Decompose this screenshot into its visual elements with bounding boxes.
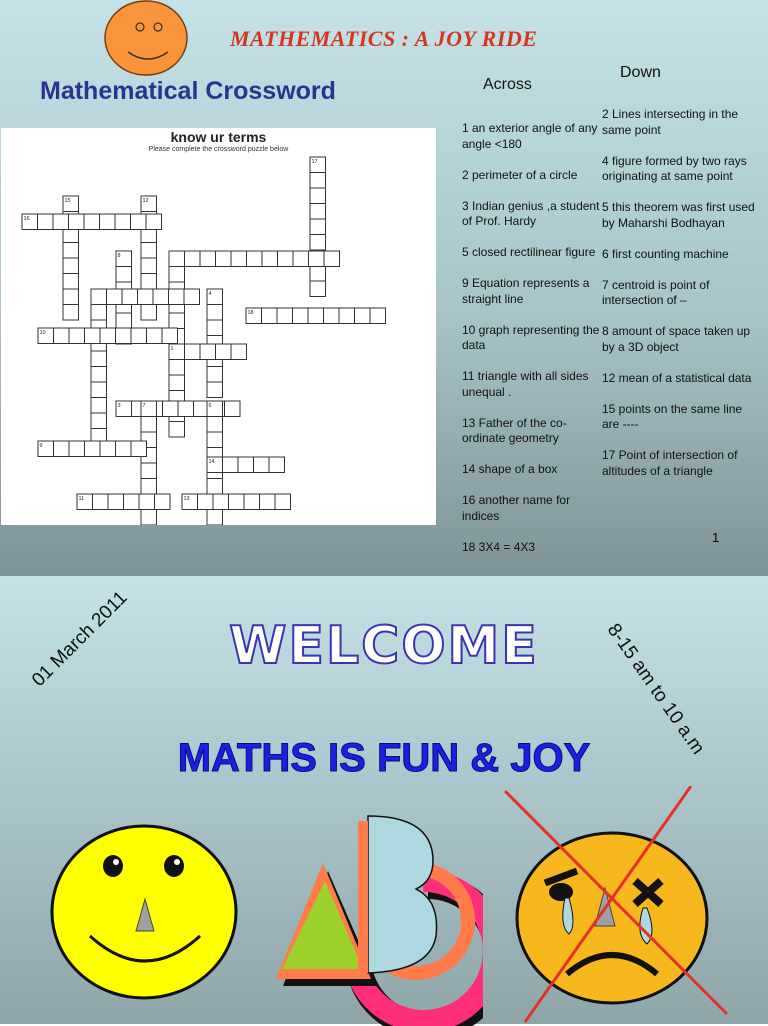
crossword-cell[interactable] [69,441,85,457]
welcome-heading: WELCOME [229,616,539,676]
crossword-cell[interactable] [238,457,254,473]
crossword-cell[interactable] [162,328,178,344]
across-clue: 10 graph representing the data [462,322,600,352]
crossword-cell[interactable] [223,457,239,473]
crossword-cell[interactable] [278,251,294,267]
across-clue-list [462,121,600,571]
crossword-cell[interactable] [124,494,140,510]
across-clue: 14 shape of a box [462,462,558,476]
down-clue: 17 Point of intersection of altitudes of a triangle [602,448,738,478]
cell-number: 12 [142,198,149,204]
crossword-cell[interactable] [309,251,325,267]
cell-number: 6 [208,403,212,409]
crossword-cell[interactable] [207,320,223,336]
crossword-cell[interactable] [229,494,245,510]
down-clue: 6 first counting machine [602,246,729,261]
crossword-cell[interactable] [169,251,185,267]
down-clue: 12 mean of a statistical data [602,370,752,385]
crossword-cell[interactable] [207,382,223,398]
crossword-cell[interactable] [141,305,157,321]
crossword-cell[interactable] [91,367,107,383]
puzzle-instruction: Please complete the crossword puzzle below [148,146,289,153]
across-clue: 13 Father of the co-ordinate geometry [462,415,567,445]
welcome-slide [0,576,768,1024]
crossword-cell[interactable] [91,305,107,321]
crossword-cell[interactable] [131,214,147,230]
crossword-cell[interactable] [262,251,278,267]
crossword-cell[interactable] [141,510,157,526]
down-heading: Down [620,64,661,81]
across-clue: 11 triangle with all sides unequal . [462,369,589,399]
cell-number: 13 [183,496,190,502]
crossword-cell[interactable] [185,344,201,360]
across-clue: 1 an exterior angle of any angle <180 [462,121,598,151]
cell-number: 9 [39,443,43,449]
crossword-cell[interactable] [262,308,278,324]
subtitle-banner: MATHEMATICS : A JOY RIDE [230,26,538,51]
crossword-cell[interactable] [339,308,355,324]
crossword-cell[interactable] [100,328,116,344]
crossword-cell[interactable] [141,243,157,259]
crossword-cell[interactable] [207,417,223,433]
crossword-cell[interactable] [63,274,79,290]
crossword-cell[interactable] [310,219,326,235]
cell-number: 1 [170,346,174,352]
crossword-cell[interactable] [91,413,107,429]
crossword-cell[interactable] [54,328,70,344]
crossword-cell[interactable] [85,441,101,457]
crossword-cell[interactable] [169,422,185,438]
crossword-cell[interactable] [213,494,229,510]
crossword-cell[interactable] [91,289,107,305]
crossword-cell[interactable] [169,313,185,329]
crossword-cell[interactable] [108,494,124,510]
crossword-cell[interactable] [260,494,276,510]
crossword-cell[interactable] [146,214,162,230]
crossword-cell[interactable] [200,344,216,360]
crossword-cell[interactable] [225,401,241,417]
crossword-cell[interactable] [216,344,232,360]
crossword-cell[interactable] [269,457,285,473]
across-clue: 2 perimeter of a circle [462,167,578,182]
abc-shapes-logo [268,811,483,1026]
across-clue: 9 Equation represents a straight line [462,276,590,306]
cell-number: 3 [117,403,121,409]
crossword-cell[interactable] [116,328,132,344]
crossword-cell[interactable] [91,351,107,367]
crossword-panel [1,128,436,525]
crossword-cell[interactable] [107,289,123,305]
crossword-cell[interactable] [244,494,260,510]
crossword-cell[interactable] [277,308,293,324]
crossword-cell[interactable] [231,251,247,267]
crossword-cell[interactable] [216,251,232,267]
across-clue: 18 3X4 = 4X3 [462,539,536,554]
crossword-cell[interactable] [38,214,54,230]
across-clue: 16 another name for indices [462,493,571,523]
crossword-cell[interactable] [116,267,132,283]
crossword-cell[interactable] [63,305,79,321]
crossword-cell[interactable] [370,308,386,324]
crossword-cell[interactable] [324,308,340,324]
crossword-cell[interactable] [198,494,214,510]
crossword-cell[interactable] [207,305,223,321]
crossword-cell[interactable] [178,401,194,417]
crossword-cell[interactable] [207,510,223,526]
down-clue: 8 amount of space taken up by a 3D object [602,324,751,354]
crossword-cell[interactable] [147,328,163,344]
crossword-cell[interactable] [141,463,157,479]
down-clue: 7 centroid is point of intersection of – [602,277,710,307]
crossword-cell[interactable] [169,360,185,376]
crossword-cell[interactable] [310,173,326,189]
crossword-cell[interactable] [141,417,157,433]
crossword-cell[interactable] [139,494,155,510]
crossword-cell[interactable] [63,243,79,259]
crossword-cell[interactable] [131,328,147,344]
tagline: MATHS IS FUN & JOY [177,736,591,780]
cell-number: 18 [247,310,254,316]
cell-number: 16 [23,216,30,222]
crossword-cell[interactable] [63,258,79,274]
crossword-cell[interactable] [310,266,326,282]
crossword-cell[interactable] [122,289,138,305]
cell-number: 8 [117,253,121,259]
crossword-cell[interactable] [138,289,154,305]
crossword-cell[interactable] [207,367,223,383]
crossword-cell[interactable] [69,214,85,230]
date-label: 01 March 2011 [28,587,132,691]
across-heading: Across [483,76,532,93]
crossword-cell[interactable] [54,441,70,457]
down-clue-list [602,107,762,495]
crossword-cell[interactable] [169,375,185,391]
cell-number: 11 [78,496,85,502]
down-clue: 2 Lines intersecting in the same point [602,107,739,137]
down-clue: 4 figure formed by two rays originating at same point [602,153,747,183]
crossword-cell[interactable] [254,457,270,473]
crossword-cell[interactable] [84,214,100,230]
crossword-grid[interactable] [1,128,436,525]
crossword-cell[interactable] [185,251,201,267]
crossword-cell[interactable] [153,289,169,305]
crossword-cell[interactable] [53,214,69,230]
cell-number: 4 [208,291,212,297]
crossword-cell[interactable] [163,401,179,417]
puzzle-heading: know ur terms [170,129,267,145]
crossword-cell[interactable] [355,308,371,324]
crossword-cell[interactable] [141,258,157,274]
cell-number: 15 [64,198,71,204]
crossword-cell[interactable] [91,382,107,398]
crossword-cell[interactable] [207,479,223,495]
yellow-smiley-icon [50,824,240,1004]
page-number: 1 [712,530,720,545]
sad-face-icon [495,786,735,1026]
crossword-cell[interactable] [247,251,263,267]
across-clue: 3 Indian genius ,a student of Prof. Hardy [462,198,600,228]
crossword-cell[interactable] [115,214,131,230]
crossword-cell[interactable] [85,328,101,344]
crossword-cell[interactable] [310,281,326,297]
crossword-cell[interactable] [116,313,132,329]
time-label: 8-15 am to 10 a.m [602,620,709,759]
crossword-cell[interactable] [293,308,309,324]
crossword-cell[interactable] [310,204,326,220]
down-clue: 5 this theorem was first used by Maharshi Bodhayan [602,200,755,230]
crossword-cell[interactable] [93,494,109,510]
cell-number: 17 [311,159,318,165]
crossword-cell[interactable] [324,251,340,267]
crossword-cell[interactable] [275,494,291,510]
crossword-cell[interactable] [116,441,132,457]
crossword-cell[interactable] [131,441,147,457]
crossword-cell[interactable] [91,398,107,414]
crossword-cell[interactable] [231,344,247,360]
across-clue: 5 closed rectilinear figure [462,245,596,259]
page-title: Mathematical Crossword [40,77,336,105]
crossword-cell[interactable] [100,441,116,457]
crossword-cell[interactable] [184,289,200,305]
crossword-cell[interactable] [200,251,216,267]
cell-number: 10 [39,330,46,336]
crossword-cell[interactable] [63,289,79,305]
crossword-cell[interactable] [141,479,157,495]
down-clue: 15 points on the same line are ---- [602,401,743,431]
crossword-cell[interactable] [169,267,185,283]
cell-number: 7 [142,403,146,409]
crossword-cell[interactable] [207,432,223,448]
cell-number: 14 [208,459,215,465]
crossword-cell[interactable] [293,251,309,267]
crossword-cell[interactable] [310,235,326,251]
crossword-cell[interactable] [155,494,171,510]
crossword-cell[interactable] [69,328,85,344]
crossword-cell[interactable] [169,289,185,305]
orange-smiley-icon [103,0,189,78]
crossword-cell[interactable] [308,308,324,324]
crossword-cell[interactable] [100,214,116,230]
crossword-cell[interactable] [141,274,157,290]
crossword-cell[interactable] [310,188,326,204]
